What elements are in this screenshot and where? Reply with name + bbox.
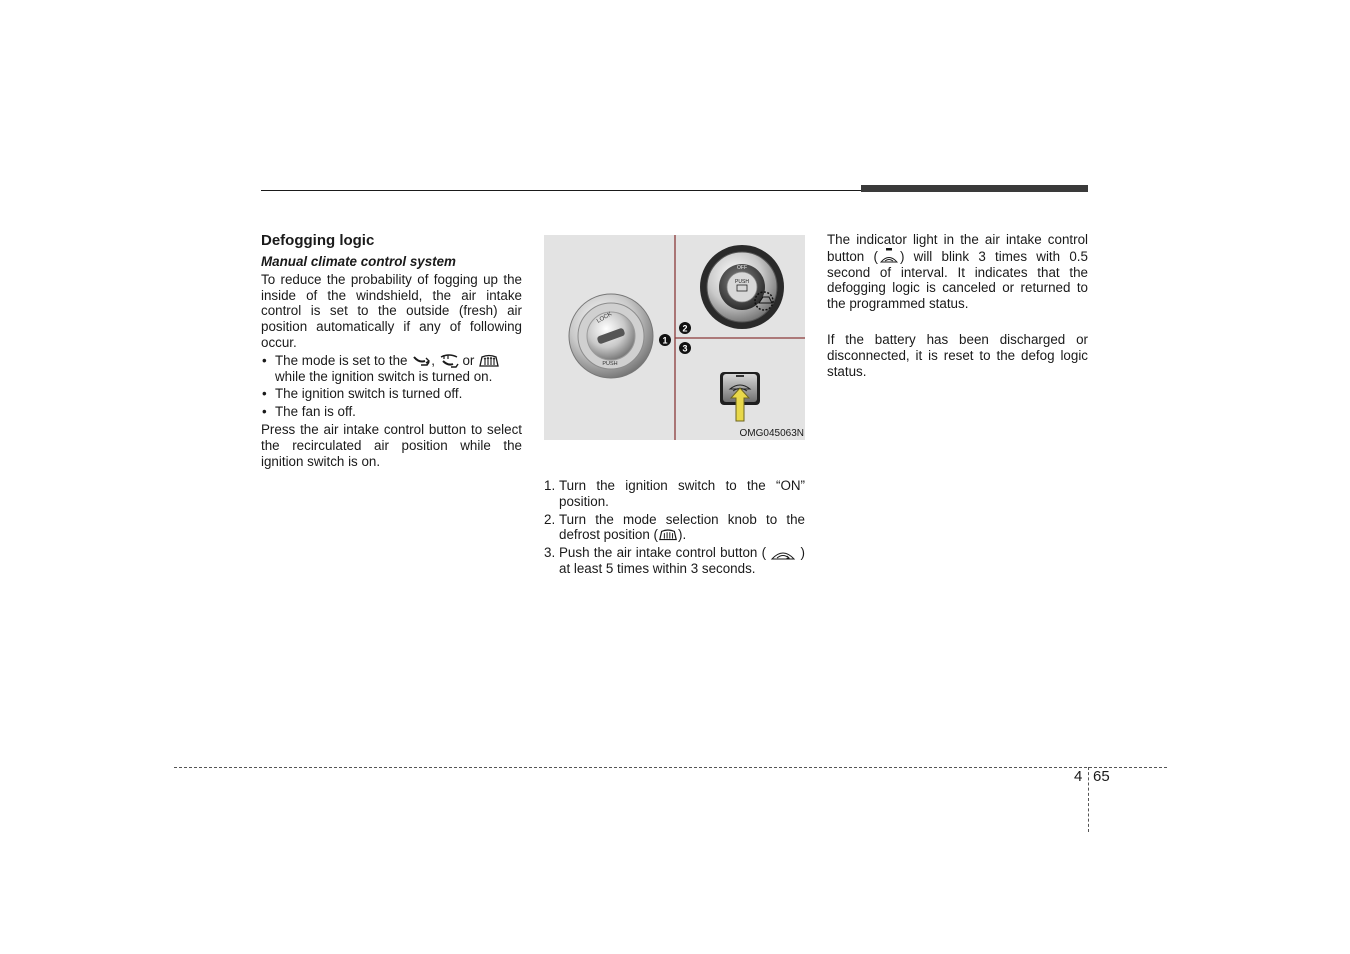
svg-text:1: 1: [662, 335, 668, 346]
defog-procedure-figure: [544, 235, 805, 440]
chapter-number: 4: [1074, 768, 1083, 785]
left-column: [261, 232, 522, 469]
floor-mode-icon: [411, 355, 431, 368]
air-recirculation-icon: [770, 548, 796, 560]
section-title: Defogging logic: [261, 232, 375, 249]
header-rule: [261, 190, 861, 191]
list-item: 3. Push the air intake control button ( ) at least 5 times within 3 seconds.: [544, 545, 805, 576]
figure-caption: OMG045063N: [739, 428, 804, 439]
condition-list: [261, 353, 522, 420]
air-recirculation-icon: [878, 248, 900, 264]
svg-text:3: 3: [682, 343, 688, 354]
defrost-mode-icon: [478, 354, 500, 368]
knob-push-label: PUSH: [735, 279, 749, 285]
knob-off-label: OFF: [737, 265, 747, 271]
list-item: 1. Turn the ignition switch to the “ON” position.: [544, 478, 805, 509]
defrost-mode-icon: [658, 528, 678, 542]
header-tab-bar: [861, 185, 1088, 192]
list-item: • The ignition switch is turned off.: [261, 386, 522, 402]
floor-defrost-mode-icon: [439, 354, 459, 368]
battery-paragraph: If the battery has been discharged or disconnected, it is reset to the defog logic status.: [827, 331, 1088, 379]
figure-illustration: [544, 235, 805, 440]
callout-3: [679, 342, 691, 354]
svg-text:LOCK: LOCK: [596, 311, 614, 325]
callout-1: [659, 334, 671, 346]
footer-separator: [1088, 767, 1089, 832]
list-item: • The fan is off.: [261, 404, 522, 420]
page-number: 65: [1093, 768, 1110, 785]
ignition-push-label: PUSH: [602, 361, 618, 367]
list-item: • The mode is set to the , or while the ignition switch is turned on.: [261, 353, 522, 385]
press-paragraph: Press the air intake control button to select the recirculated air position while the ignition switch is on.: [261, 421, 522, 469]
footer-rule: [174, 767, 1167, 768]
ignition-switch: [569, 294, 653, 378]
indicator-paragraph: The indicator light in the air intake control button ( ) will blink 3 times with 0.5 second of interval. It indicates that the defogging logic is canceled or returned to the programmed status.: [827, 232, 1088, 312]
list-item: 2. Turn the mode selection knob to the defrost position ( ).: [544, 511, 805, 543]
mode-selection-knob: [700, 245, 784, 329]
procedure-steps: [544, 478, 805, 577]
section-subtitle: Manual climate control system: [261, 254, 456, 269]
right-column: [827, 232, 1088, 379]
callout-2: [679, 322, 691, 334]
middle-column: [544, 478, 805, 579]
svg-text:2: 2: [682, 323, 688, 334]
intro-paragraph: To reduce the probability of fogging up the inside of the windshield, the air intake control is set to the outside (fresh) air position automatically if any of following occur.: [261, 271, 522, 350]
